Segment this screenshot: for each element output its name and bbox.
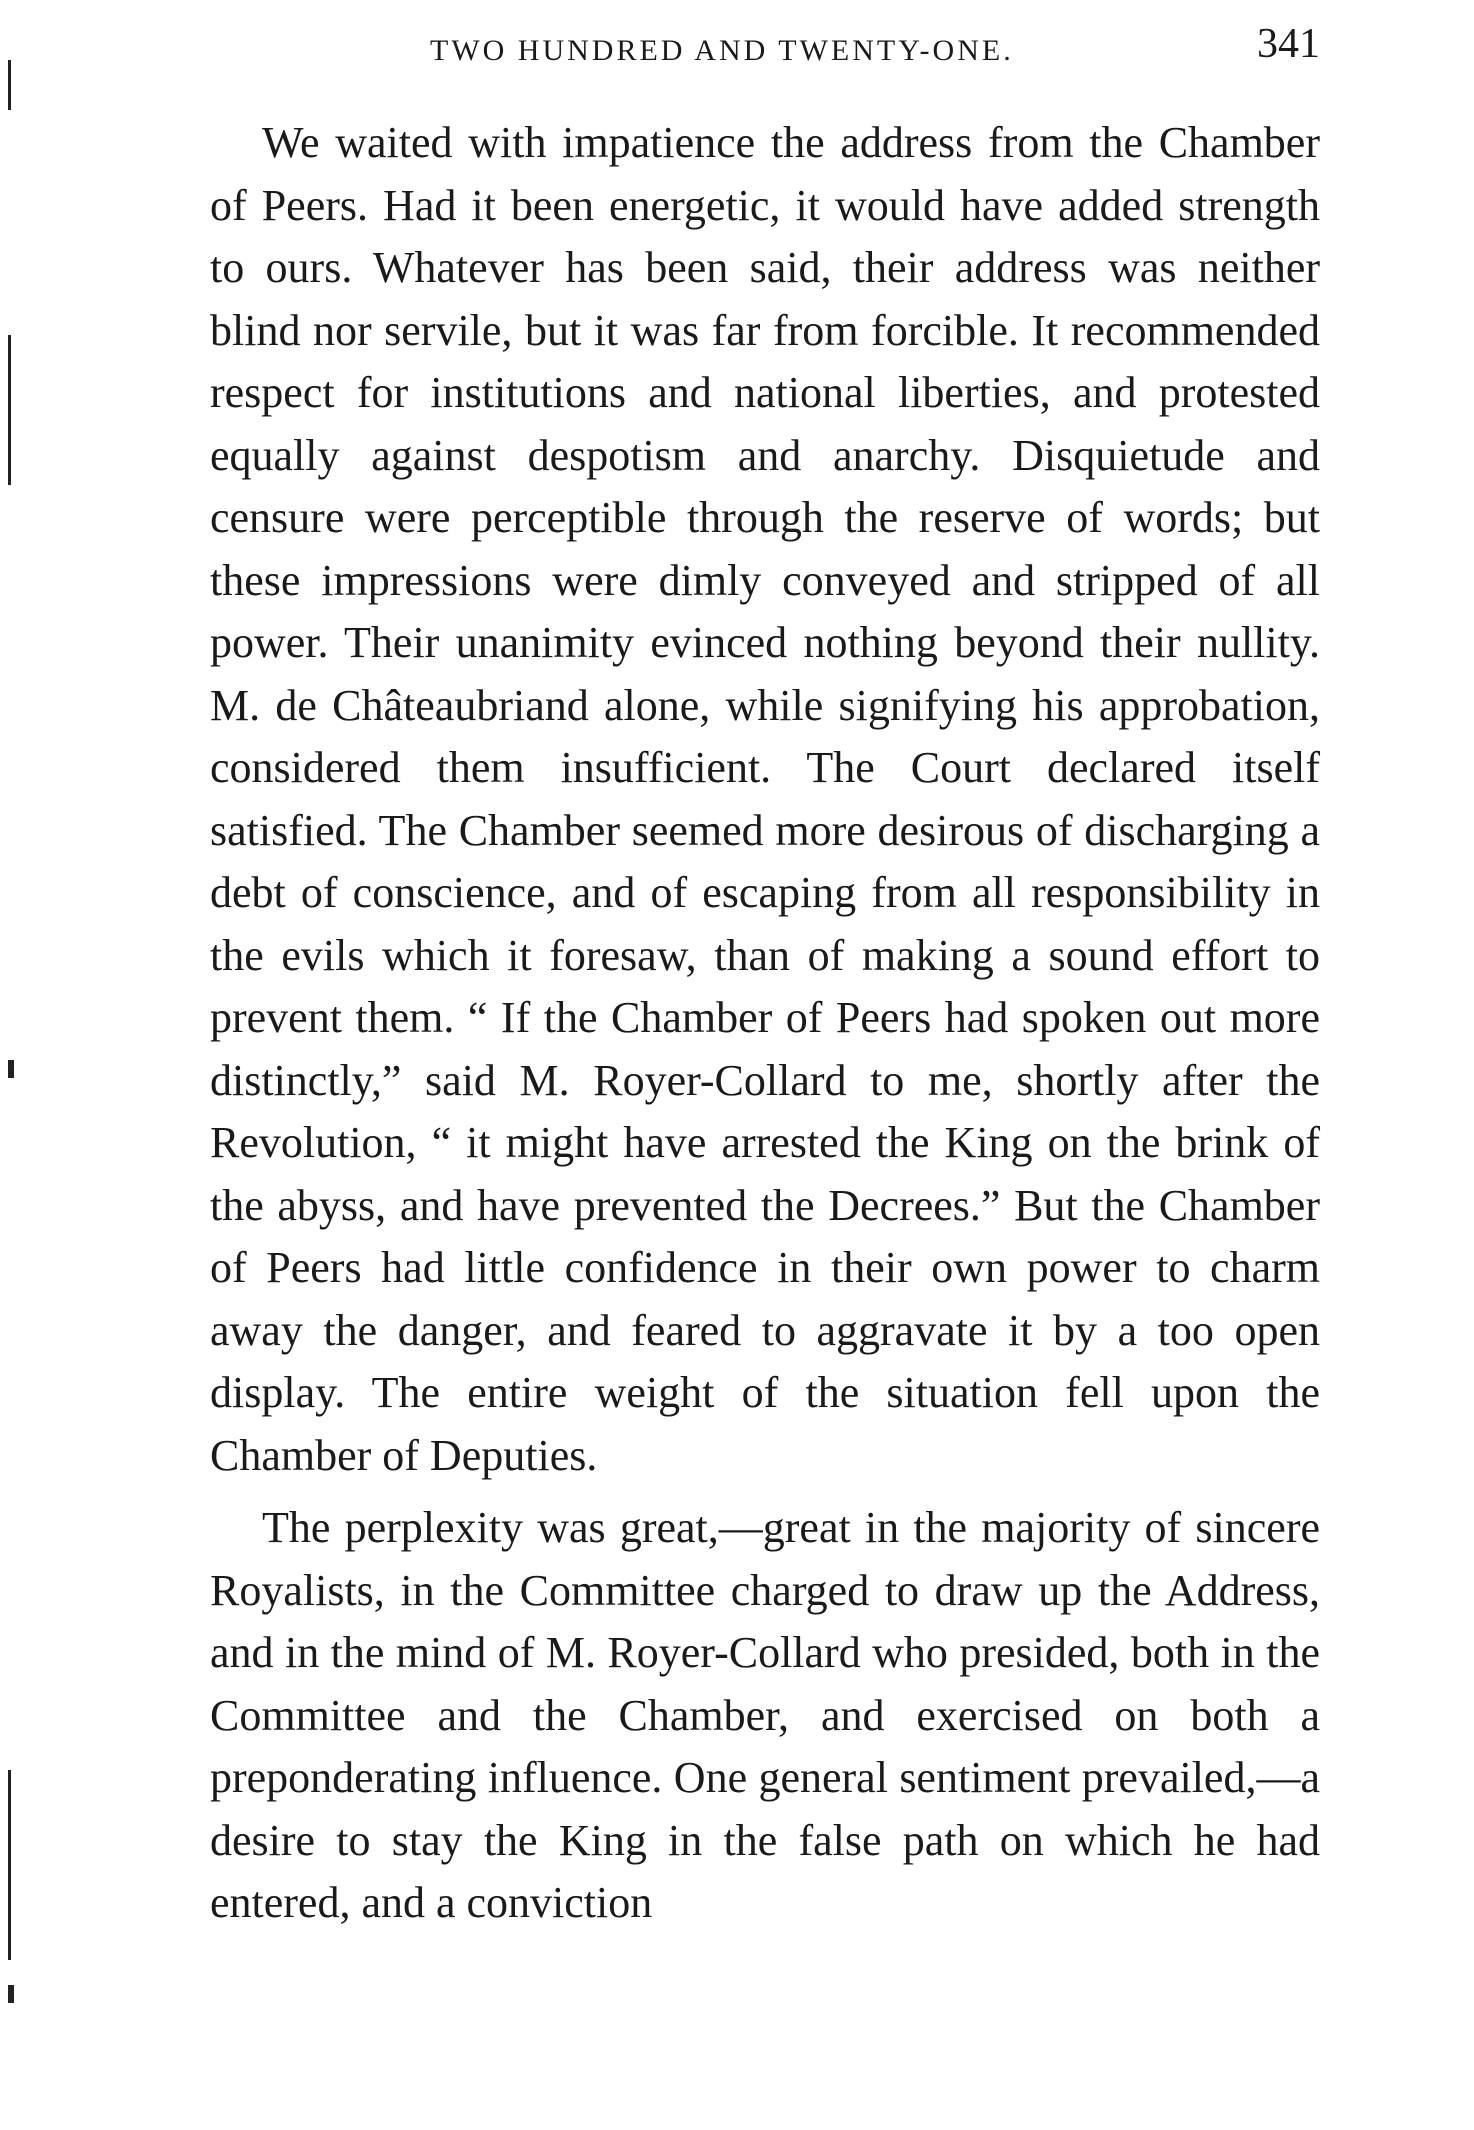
margin-mark: [8, 60, 11, 110]
body-text: [210, 112, 1320, 1935]
margin-mark: [8, 335, 11, 485]
page-header: [210, 20, 1320, 80]
paragraph: We waited with impatience the address from the Chamber of Peers. Had it been energetic, it would have added strength to ours. Whatever has been said, their address was neither blind nor servile, but it was far from forcible. It recommended respect for institutions and national liberties, and protested equally against despotism and anarchy. Disquietude and censure were perceptible through the reserve of words; but these impressions were dimly conveyed and stripped of all power. Their unanimity evinced nothing beyond their nullity. M. de Châteaubriand alone, while signifying his approbation, considered them insufficient. The Court declared itself satisfied. The Chamber seemed more desirous of discharging a debt of conscience, and of escaping from all responsibility in the evils which it foresaw, than of making a sound effort to prevent them. “ If the Chamber of Peers had spoken out more distinctly,” said M. Royer-Collard to me, shortly after the Revolution, “ it might have arrested the King on the brink of the abyss, and have prevented the Decrees.” But the Chamber of Peers had little confidence in their own power to charm away the danger, and feared to aggravate it by a too open display. The entire weight of the situation fell upon the Chamber of Deputies.: [210, 118, 1320, 1480]
running-head: TWO HUNDRED AND TWENTY-ONE.: [430, 34, 1014, 67]
margin-mark: [8, 1060, 14, 1078]
margin-mark: [8, 1770, 11, 1960]
page-number: 341: [1257, 21, 1320, 67]
paragraph: The perplexity was great,—great in the majority of sincere Royalists, in the Committee charged to draw up the Address, and in the mind of M. Royer-Collard who presided, both in the Committee and the Chamber, and exercised on both a preponderating influence. One general sentiment prevailed,—a desire to stay the King in the false path on which he had entered, and a conviction: [210, 1503, 1320, 1927]
margin-mark: [8, 1985, 14, 2003]
